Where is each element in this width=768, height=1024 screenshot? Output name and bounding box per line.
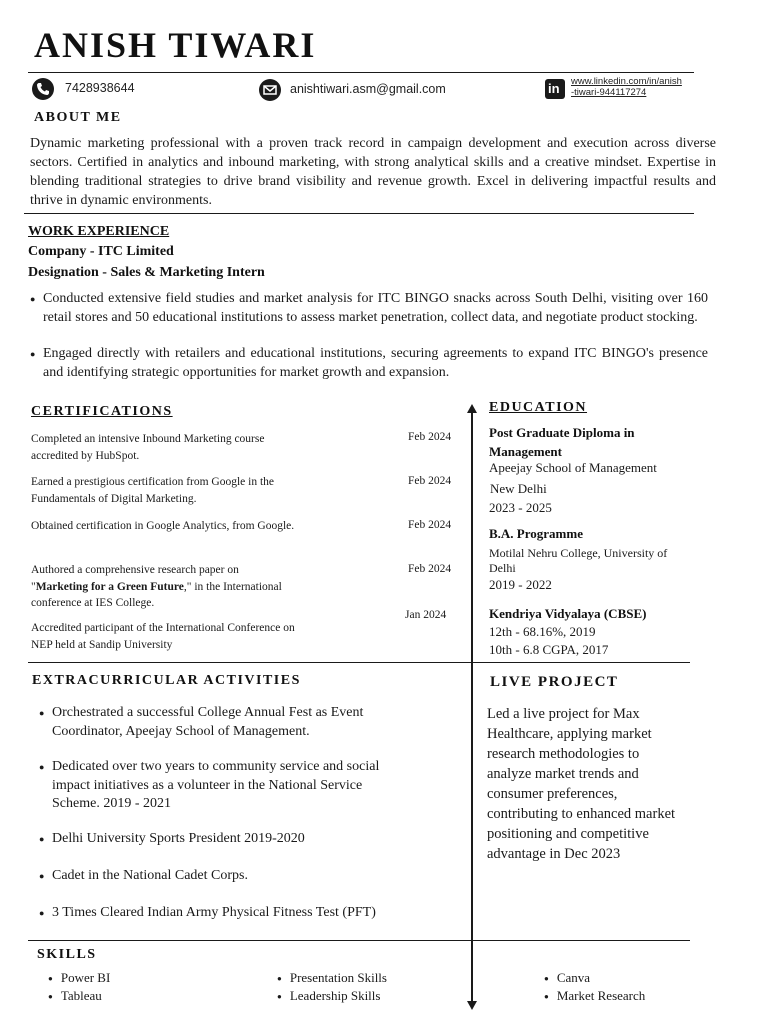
cert-date: Feb 2024 [408, 431, 452, 443]
skill-text: Canva [556, 970, 591, 985]
bullet-dot: ● [39, 908, 45, 918]
cert-date: Jan 2024 [405, 609, 447, 621]
edu-pg-school: Apeejay School of Management [489, 460, 657, 475]
extracurricular-heading: EXTRACURRICULAR ACTIVITIES [32, 673, 301, 688]
activity-text: Dedicated over two years to community service and social impact initiatives as a volunteer in the National Service Scheme. 2019 - 2021 [52, 759, 380, 811]
skill-text: Power BI [60, 970, 111, 985]
linkedin-link-line1[interactable]: www.linkedin.com/in/anish [571, 76, 682, 87]
cert-item [31, 518, 306, 535]
header-divider [28, 72, 694, 73]
skills-heading: SKILLS [37, 947, 97, 962]
work-bullet [30, 345, 708, 382]
activity-text: Delhi University Sports President 2019-2020 [52, 831, 305, 846]
cert-item [31, 620, 296, 653]
skill-item: ● Market Research [544, 988, 646, 1003]
phone-icon [32, 78, 54, 100]
edu-kv-12: 12th - 68.16%, 2019 [489, 624, 596, 639]
cert-text: Completed an intensive Inbound Marketing course accredited by HubSpot. [31, 433, 265, 462]
cert-date: Feb 2024 [408, 519, 452, 531]
work-designation: Designation - Sales & Marketing Intern [28, 265, 265, 280]
edu-ba-years: 2019 - 2022 [489, 577, 552, 592]
activity-item [39, 758, 412, 814]
certifications-heading: CERTIFICATIONS [31, 404, 173, 419]
skill-item: ● Leadership Skills [277, 988, 381, 1003]
phone-number[interactable]: 7428938644 [65, 81, 135, 95]
activity-item [39, 830, 412, 849]
cert-text-pre: Authored a comprehensive research paper on " [31, 564, 239, 593]
cert-text-post: ," in the International conference at IES College. [31, 580, 282, 609]
skill-text: Tableau [60, 988, 102, 1003]
work-company: Company - ITC Limited [28, 244, 174, 259]
skill-item: ● Presentation Skills [277, 970, 387, 985]
cert-date: Feb 2024 [408, 475, 452, 487]
linkedin-link[interactable] [571, 76, 701, 98]
activity-item [39, 704, 402, 741]
email-address[interactable]: anishtiwari.asm@gmail.com [290, 82, 446, 96]
skill-item: ● Tableau [48, 988, 102, 1003]
edu-kv-title: Kendriya Vidyalaya (CBSE) [489, 606, 647, 621]
cert-item [31, 431, 291, 464]
about-heading: ABOUT ME [34, 110, 122, 125]
mid-divider [28, 662, 690, 663]
bullet-dot: ● [39, 762, 45, 772]
education-heading: EDUCATION [489, 400, 588, 415]
edu-pg-city: New Delhi [490, 481, 547, 496]
cert-text: Obtained certification in Google Analytics, from Google. [31, 520, 295, 532]
work-bullet [30, 290, 708, 327]
activity-item [39, 904, 432, 923]
divider-arrow-bottom [466, 1000, 478, 1010]
cert-text: Earned a prestigious certification from Google in the Fundamentals of Digital Marketing. [31, 476, 275, 505]
skills-divider [28, 940, 690, 941]
cert-item [31, 562, 291, 612]
divider-arrow-top [466, 404, 478, 414]
live-project-text: Led a live project for Max Healthcare, applying market research methodologies to analyze market trends and consumer preferences, contributing to enhanced market positioning and competitive advantage in Dec 2023 [487, 706, 676, 862]
bullet-dot: ● [30, 349, 36, 359]
linkedin-icon: in [545, 79, 565, 99]
activity-text: 3 Times Cleared Indian Army Physical Fitness Test (PFT) [52, 905, 376, 920]
skill-text: Market Research [556, 988, 646, 1003]
edu-pg-title: Post Graduate Diploma in Management [489, 425, 635, 459]
skill-item: ● Canva [544, 970, 591, 985]
work-bullet-text: Conducted extensive field studies and market analysis for ITC BINGO snacks across South Delhi, visiting over 160 retail stores and 50 educational institutions to assess market penetration, collect data, and negotiate product stocking. [43, 291, 708, 325]
work-heading: WORK EXPERIENCE [28, 224, 170, 239]
bullet-dot: ● [30, 294, 36, 304]
column-divider [471, 410, 473, 1005]
bullet-dot: ● [39, 871, 45, 881]
edu-kv-10: 10th - 6.8 CGPA, 2017 [489, 642, 609, 657]
edu-ba-title: B.A. Programme [489, 526, 583, 541]
about-text: Dynamic marketing professional with a proven track record in campaign development and execution across diverse sectors. Certified in analytics and inbound marketing, with strong analytical skills and a creative mindset. Expertise in blending traditional strategies to drive brand visibility and revenue growth. Excel in delivering impactful results and thrive in dynamic environments. [30, 136, 716, 208]
activity-text: Orchestrated a successful College Annual Fest as Event Coordinator, Apeejay School of Management. [52, 705, 364, 739]
cert-text: Accredited participant of the International Conference on NEP held at Sandip University [31, 622, 295, 651]
bullet-dot: ● [39, 834, 45, 844]
candidate-name: ANISH TIWARI [34, 25, 317, 65]
bullet-dot: ● [39, 708, 45, 718]
activity-text: Cadet in the National Cadet Corps. [52, 868, 248, 883]
skill-text: Leadership Skills [289, 988, 381, 1003]
work-bullet-text: Engaged directly with retailers and educational institutions, securing agreements to expand ITC BINGO's presence and identifying strategic opportunities for market growth and expansion. [43, 346, 708, 380]
edu-ba-school: Motilal Nehru College, University of Delhi [489, 546, 668, 575]
live-project-heading: LIVE PROJECT [490, 674, 619, 690]
skill-text: Presentation Skills [289, 970, 387, 985]
edu-pg-years: 2023 - 2025 [489, 500, 552, 515]
about-divider [24, 213, 694, 214]
mail-icon [259, 79, 281, 101]
cert-date: Feb 2024 [408, 563, 452, 575]
cert-text-bold: Marketing for a Green Future [35, 580, 184, 593]
linkedin-link-line2[interactable]: -tiwari-944117274 [571, 87, 647, 98]
skill-item: ● Power BI [48, 970, 111, 985]
activity-item [39, 867, 412, 886]
cert-item [31, 474, 311, 507]
